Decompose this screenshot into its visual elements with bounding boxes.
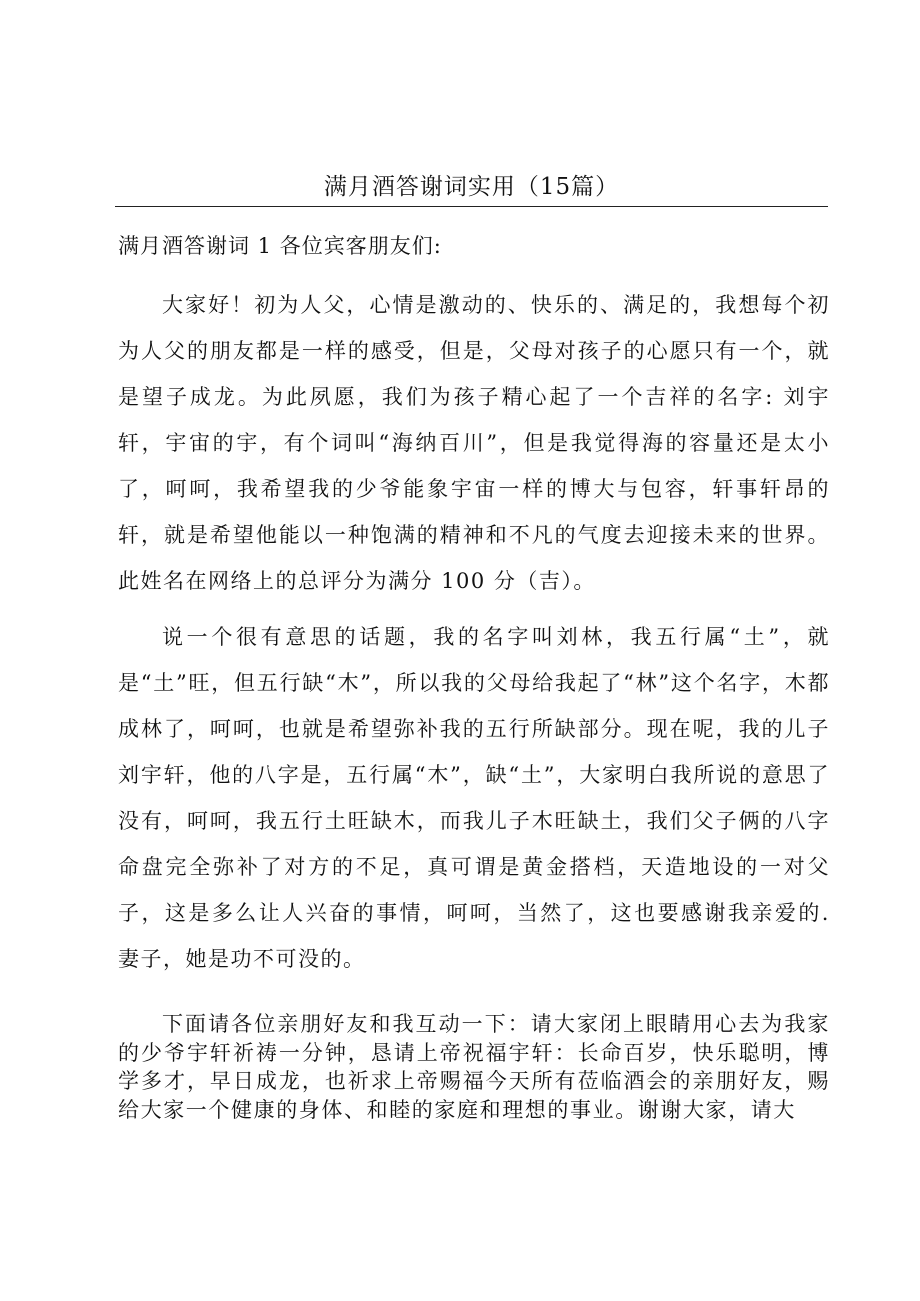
- title-underline: [115, 206, 828, 207]
- paragraph-2: 说一个很有意思的话题，我的名字叫刘林，我五行属“土”，就是“土”旺，但五行缺“木”，所以我的父母给我起了“林”这个名字，木都成林了，呵呵，也就是希望弥补我的五行所缺部分。现在呢，我的儿子刘宇轩，他的八字是，五行属“木”，缺“土”，大家明白我所说的意思了没有，呵呵，我五行土旺缺木，而我儿子木旺缺土，我们父子俩的八字命盘完全弥补了对方的不足，真可谓是黄金搭档，天造地设的一对父子，这是多么让人兴奋的事情，呵呵，当然了，这也要感谢我亲爱的. 妻子，她是功不可没的。: [118, 625, 830, 971]
- section-heading: 满月酒答谢词 1 各位宾客朋友们:: [118, 234, 442, 258]
- paragraph-3: 下面请各位亲朋好友和我互动一下：请大家闭上眼睛用心去为我家的少爷宇轩祈祷一分钟，恳请上帝祝福宇轩：长命百岁，快乐聪明，博学多才，早日成龙，也祈求上帝赐福今天所有莅临酒会的亲朋好友，赐给大家一个健康的身体、和睦的家庭和理想的事业。谢谢大家，请大: [118, 1012, 830, 1122]
- paragraph-1: 大家好！初为人父，心情是激动的、快乐的、满足的，我想每个初为人父的朋友都是一样的感受，但是，父母对孩子的心愿只有一个，就是望子成龙。为此夙愿，我们为孩子精心起了一个吉祥的名字: 刘宇轩，宇宙的宇，有个词叫“海纳百川”，但是我觉得海的容量还是太小了，呵呵，我希望我的少爷能象宇宙一样的博大与包容，轩事轩昂的轩，就是希望他能以一种饱满的精神和不凡的气度去迎接未来的世界。此姓名在网络上的总评分为满分 100 分（吉）。: [118, 293, 830, 593]
- document-title: 满月酒答谢词实用（15篇）: [323, 174, 620, 200]
